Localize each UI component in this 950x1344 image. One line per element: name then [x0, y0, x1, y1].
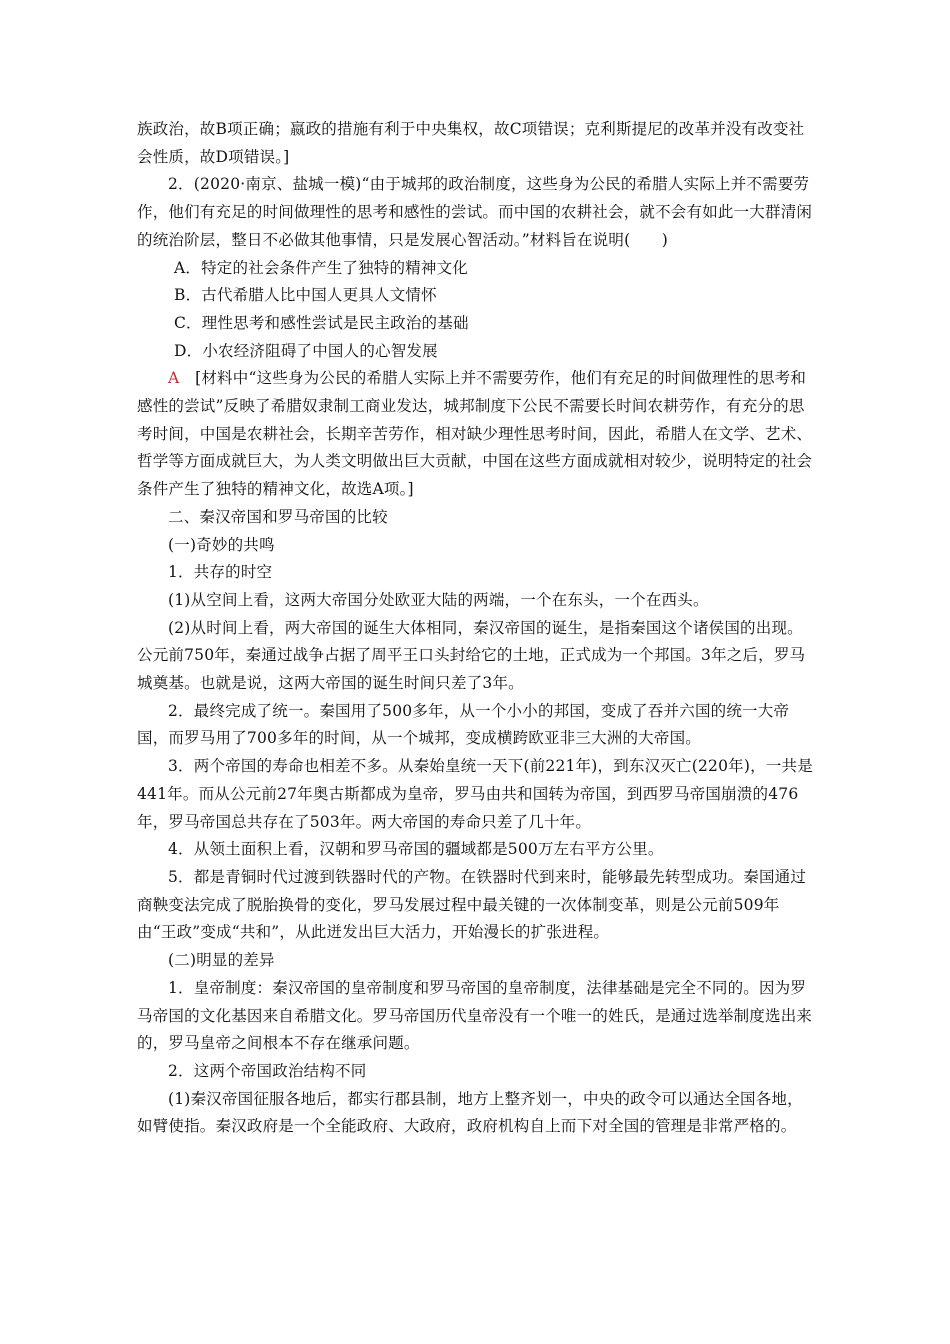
section-heading: 二、秦汉帝国和罗马帝国的比较 [168, 507, 388, 526]
point-heading: 1．共存的时空 [168, 563, 273, 582]
paragraph: (1)秦汉帝国征服各地后，都实行郡县制，地方上整齐划一，中央的政令可以通达全国各地，如臂使指。秦汉政府是一个全能政府、大政府，政府机构自上而下对全国的管理是非常严格的。 [137, 1089, 803, 1136]
answer-text: [材料中“这些身为公民的希腊人实际上并不需要劳作，他们有充足的时间做理性的思考和感性的尝试”反映了希腊奴隶制工商业发达，城邦制度下公民不需要长时间农耕劳作，有充分的思考时间，中国是农耕社会，长期辛苦劳作，相对缺少理性思考时间，因此，希腊人在文学、艺术、哲学等方面成就巨大，为人类文明做出巨大贡献，中国在这些方面成就相对较少，说明特定的社会条件产生了独特的精神文化，故选A项。] [137, 369, 813, 499]
paragraph: 3．两个帝国的寿命也相差不多。从秦始皇统一天下(前221年)，到东汉灭亡(220年)，一共是441年。而从公元前27年奥古斯都成为皇帝，罗马由共和国转为帝国，到西罗马帝国崩溃的476年，罗马帝国总共存在了503年。两大帝国的寿命只差了几十年。 [137, 757, 813, 831]
question-2-stem: 2．(2020·南京、盐城一模)“由于城邦的政治制度，这些身为公民的希腊人实际上并不需要劳作，他们有充足的时间做理性的思考和感性的尝试。而中国的农耕社会，就不会有如此一大群清闲的统治阶层，整日不必做其他事情，只是发展心智活动。”材料旨在说明( ) [137, 175, 813, 249]
subsection-heading-1: (一)奇妙的共鸣 [168, 535, 275, 554]
option-a: A．特定的社会条件产生了独特的精神文化 [174, 258, 468, 277]
subsection-heading-2: (二)明显的差异 [168, 951, 275, 970]
answer-explanation [137, 365, 817, 504]
point-heading: 2．这两个帝国政治结构不同 [168, 1061, 367, 1080]
paragraph: 5．都是青铜时代过渡到铁器时代的产物。在铁器时代到来时，能够最先转型成功。秦国通过商鞅变法完成了脱胎换骨的变化，罗马发展过程中最关键的一次体制变革，则是公元前509年由“王政”变成“共和”，从此迸发出巨大活力，开始漫长的扩张进程。 [137, 867, 807, 942]
paragraph: (1)从空间上看，这两大帝国分处欧亚大陆的两端，一个在东头，一个在西头。 [168, 590, 709, 609]
paragraph-prev-answer-tail: 族政治，故B项正确；嬴政的措施有利于中央集权，故C项错误；克利斯提尼的改革并没有改变社会性质，故D项错误。] [137, 120, 805, 166]
answer-letter: A [168, 369, 180, 388]
document-body [137, 116, 817, 1141]
option-b: B．古代希腊人比中国人更具人文情怀 [174, 286, 437, 305]
paragraph: 4．从领土面积上看，汉朝和罗马帝国的疆域都是500万左右平方公里。 [168, 840, 664, 859]
paragraph: 2．最终完成了统一。秦国用了500多年，从一个小小的邦国，变成了吞并六国的统一大帝国，而罗马用了700多年的时间，从一个城邦，变成横跨欧亚非三大洲的大帝国。 [137, 701, 790, 748]
paragraph: 1．皇帝制度：秦汉帝国的皇帝制度和罗马帝国的皇帝制度，法律基础是完全不同的。因为罗马帝国的文化基因来自希腊文化。罗马帝国历代皇帝没有一个唯一的姓氏，是通过选举制度选出来的，罗马皇帝之间根本不存在继承问题。 [137, 978, 813, 1053]
option-c: C．理性思考和感性尝试是民主政治的基础 [174, 313, 469, 332]
option-d: D．小农经济阻碍了中国人的心智发展 [174, 341, 438, 360]
paragraph: (2)从时间上看，两大帝国的诞生大体相同，秦汉帝国的诞生，是指秦国这个诸侯国的出现。公元前750年，秦通过战争占据了周平王口头封给它的土地，正式成为一个邦国。3年之后，罗马城奠基。也就是说，这两大帝国的诞生时间只差了3年。 [137, 618, 806, 693]
